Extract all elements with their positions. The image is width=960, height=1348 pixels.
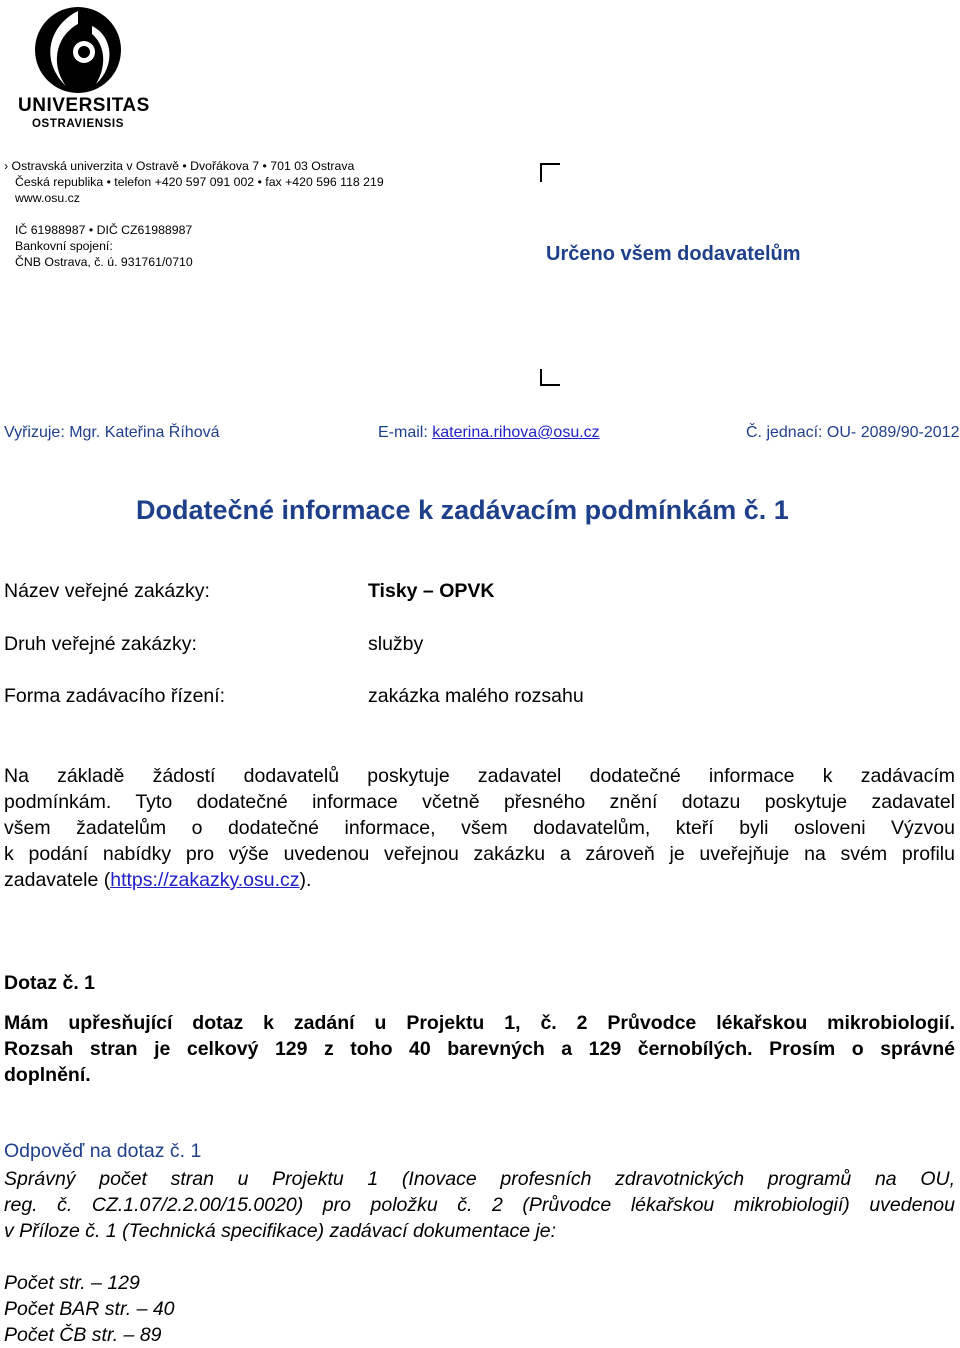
sender-ids: IČ 61988987 • DIČ CZ61988987 [15, 223, 193, 237]
count-color: Počet BAR str. – 40 [4, 1298, 175, 1320]
sender-address-block [4, 158, 424, 270]
sender-line-1: › Ostravská univerzita v Ostravě • Dvořákova 7 • 701 03 Ostrava [4, 159, 355, 173]
email-link[interactable]: katerina.rihova@osu.cz [432, 424, 600, 441]
contract-name-label: Název veřejné zakázky: [4, 580, 210, 602]
contract-type-label: Druh veřejné zakázky: [4, 633, 197, 655]
procedure-form-value: zakázka malého rozsahu [368, 685, 584, 707]
page-counts [4, 1270, 175, 1348]
logo-emblem-icon [18, 6, 138, 102]
contract-type-value: služby [368, 633, 424, 655]
email-line [378, 424, 600, 442]
sender-bank-account: ČNB Ostrava, č. ú. 931761/0710 [15, 255, 193, 269]
question-title: Dotaz č. 1 [4, 972, 96, 994]
count-bw: Počet ČB str. – 89 [4, 1324, 162, 1346]
intro-paragraph: Na základě žádostí dodavatelů poskytuje zadavatel dodatečné informace k zadávacím podmínkám. Tyto dodatečné informace včetně přesného znění dotazu poskytuje zadavatel všem žadatelům o dodatečné informace, všem dodavatelům, kteří byli osloveni Výzvou k podání nabídky pro výše uvedenou veřejnou zakázku a zároveň je uveřejňuje na svém profilu zadavatele (https://zakazky.osu.cz). [4, 765, 955, 891]
addressee: Určeno všem dodavatelům [546, 243, 801, 265]
handler: Vyřizuje: Mgr. Kateřina Říhová [4, 424, 220, 441]
profile-link[interactable]: https://zakazky.osu.cz [110, 869, 300, 891]
sender-bank-label: Bankovní spojení: [15, 239, 113, 253]
sender-website: www.osu.cz [15, 191, 80, 205]
bullet-icon: › [4, 159, 9, 173]
answer-text: Správný počet stran u Projektu 1 (Inovace profesních zdravotnických programů na OU, reg. č. CZ.1.07/2.2.00/15.0020) pro položku č. 2 (Průvodce lékařskou mikrobiologií) uvedenou v Příloze č. 1 (Technická specifikace) zadávací dokumentace je: [4, 1168, 955, 1242]
logo-wordmark-sub: OSTRAVIENSIS [32, 118, 124, 130]
count-total: Počet str. – 129 [4, 1272, 140, 1294]
procedure-form-label: Forma zadávacího řízení: [4, 685, 226, 707]
question-text: Mám upřesňující dotaz k zadání u Projektu 1, č. 2 Průvodce lékařskou mikrobiologií. Rozsah stran je celkový 129 z toho 40 barevných a 129 černobílých. Prosím o správné doplnění. [4, 1012, 955, 1086]
email-label: E-mail: [378, 424, 433, 441]
address-window-corner-bottom [540, 369, 560, 386]
sender-line-2: Česká republika • telefon +420 597 091 002 • fax +420 596 118 219 [15, 175, 384, 189]
address-window-corner-top [540, 163, 560, 182]
contract-name-value: Tisky – OPVK [368, 580, 495, 602]
reference-number: Č. jednací: OU- 2089/90-2012 [746, 424, 960, 441]
answer-title: Odpověď na dotaz č. 1 [4, 1140, 202, 1162]
logo-wordmark-main: UNIVERSITAS [18, 95, 150, 116]
document-title: Dodatečné informace k zadávacím podmínkám č. 1 [136, 495, 789, 525]
